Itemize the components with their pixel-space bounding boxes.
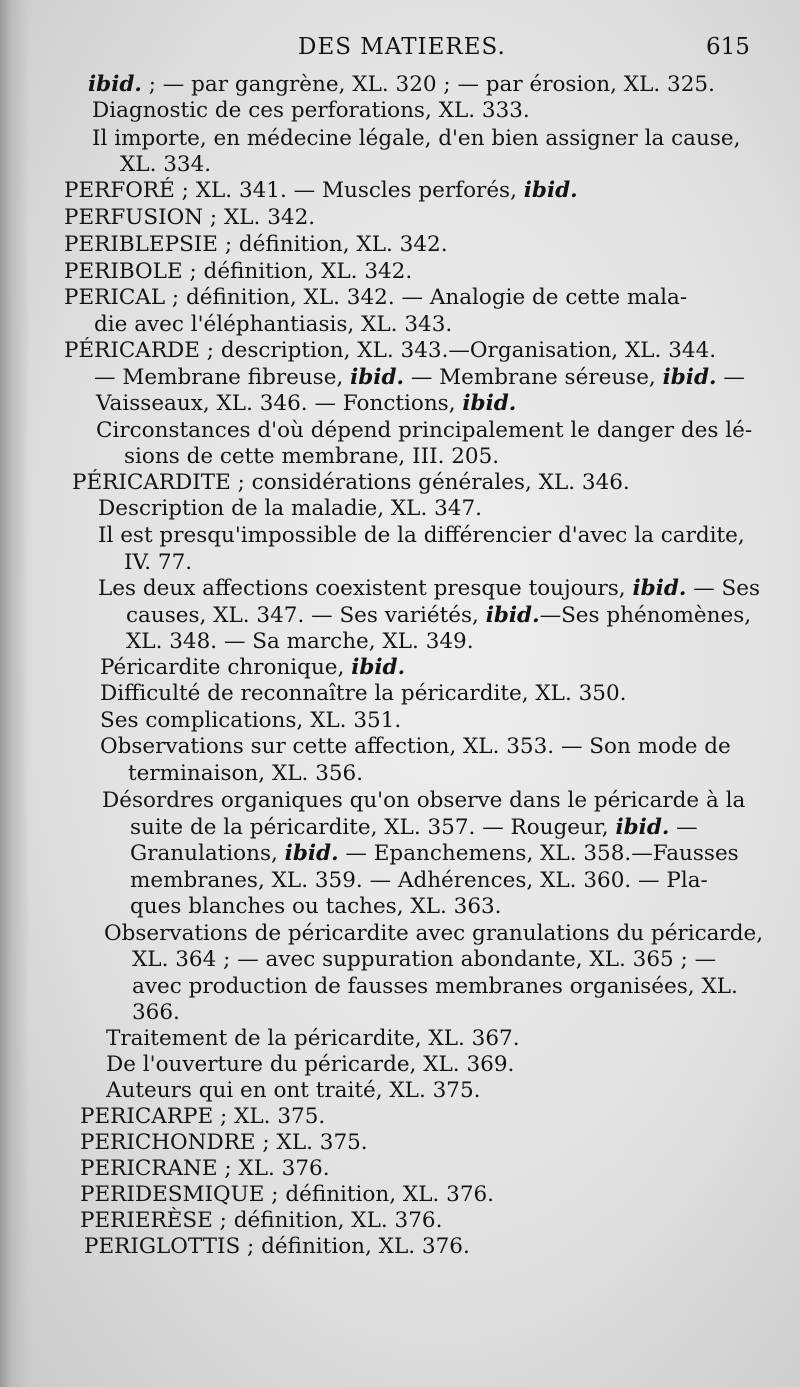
index-line: PERICAL ; définition, XL. 342. — Analogie de cette mala- bbox=[64, 285, 688, 310]
index-line: IV. 77. bbox=[124, 550, 193, 575]
index-line: Auteurs qui en ont traité, XL. 375. bbox=[106, 1078, 481, 1103]
index-line: PERFORÉ ; XL. 341. — Muscles perforés, ibid. bbox=[64, 178, 578, 203]
index-line: sions de cette membrane, III. 205. bbox=[124, 444, 500, 469]
index-line: Péricardite chronique, ibid. bbox=[100, 655, 406, 680]
index-line: XL. 334. bbox=[120, 152, 212, 177]
index-line: die avec l'éléphantiasis, XL. 343. bbox=[94, 312, 453, 337]
index-line: 366. bbox=[132, 1000, 180, 1025]
index-line: ibid. ; — par gangrène, XL. 320 ; — par érosion, XL. 325. bbox=[88, 72, 715, 97]
index-line: Désordres organiques qu'on observe dans le péricarde à la bbox=[102, 788, 746, 813]
index-line: causes, XL. 347. — Ses variétés, ibid.—Ses phénomènes, bbox=[126, 603, 752, 628]
index-line: avec production de fausses membranes organisées, XL. bbox=[132, 974, 738, 999]
index-line: Circonstances d'où dépend principalement le danger des lé- bbox=[96, 418, 753, 443]
index-line: PÉRICARDITE ; considérations générales, XL. 346. bbox=[72, 470, 630, 495]
index-line: Difficulté de reconnaître la péricardite, XL. 350. bbox=[100, 681, 627, 706]
index-line: PERICARPE ; XL. 375. bbox=[80, 1104, 326, 1129]
index-line: Il importe, en médecine légale, d'en bien assigner la cause, bbox=[92, 126, 741, 151]
index-line: Observations de péricardite avec granulations du péricarde, bbox=[104, 921, 764, 946]
index-line: Ses complications, XL. 351. bbox=[100, 708, 402, 733]
index-line: PERIDESMIQUE ; définition, XL. 376. bbox=[80, 1182, 495, 1207]
page-number: 615 bbox=[706, 34, 750, 60]
index-line: PERIGLOTTIS ; définition, XL. 376. bbox=[84, 1234, 470, 1259]
index-line: ques blanches ou taches, XL. 363. bbox=[130, 894, 502, 919]
index-line: PÉRICARDE ; description, XL. 343.—Organisation, XL. 344. bbox=[64, 338, 717, 363]
index-line: Les deux affections coexistent presque toujours, ibid. — Ses bbox=[98, 576, 761, 601]
index-line: Traitement de la péricardite, XL. 367. bbox=[106, 1026, 520, 1051]
index-line: suite de la péricardite, XL. 357. — Rougeur, ibid. — bbox=[130, 815, 698, 840]
binding-gutter-shadow bbox=[0, 0, 30, 1387]
index-line: Description de la maladie, XL. 347. bbox=[98, 496, 482, 521]
index-line: PERIBOLE ; définition, XL. 342. bbox=[64, 259, 413, 284]
index-line: PERFUSION ; XL. 342. bbox=[64, 205, 316, 230]
index-line: membranes, XL. 359. — Adhérences, XL. 360. — Pla- bbox=[130, 868, 708, 893]
index-line: Diagnostic de ces perforations, XL. 333. bbox=[92, 98, 530, 123]
index-line: PERICRANE ; XL. 376. bbox=[80, 1156, 330, 1181]
index-line: PERICHONDRE ; XL. 375. bbox=[80, 1130, 368, 1155]
page-header bbox=[0, 34, 800, 66]
index-line: terminaison, XL. 356. bbox=[128, 761, 364, 786]
index-line: Il est presqu'impossible de la différencier d'avec la cardite, bbox=[98, 523, 745, 548]
index-line: Vaisseaux, XL. 346. — Fonctions, ibid. bbox=[96, 391, 517, 416]
index-line: XL. 348. — Sa marche, XL. 349. bbox=[126, 629, 474, 654]
index-line: De l'ouverture du péricarde, XL. 369. bbox=[106, 1052, 515, 1077]
index-line: Observations sur cette affection, XL. 353. — Son mode de bbox=[100, 734, 731, 759]
running-title: DES MATIERES. bbox=[298, 34, 506, 60]
index-line: Granulations, ibid. — Epanchemens, XL. 358.—Fausses bbox=[130, 841, 739, 866]
index-line: PERIERÈSE ; définition, XL. 376. bbox=[80, 1208, 443, 1233]
index-line: PERIBLEPSIE ; définition, XL. 342. bbox=[64, 232, 448, 257]
index-line: XL. 364 ; — avec suppuration abondante, XL. 365 ; — bbox=[132, 947, 717, 972]
index-line: — Membrane fibreuse, ibid. — Membrane séreuse, ibid. — bbox=[94, 365, 745, 390]
